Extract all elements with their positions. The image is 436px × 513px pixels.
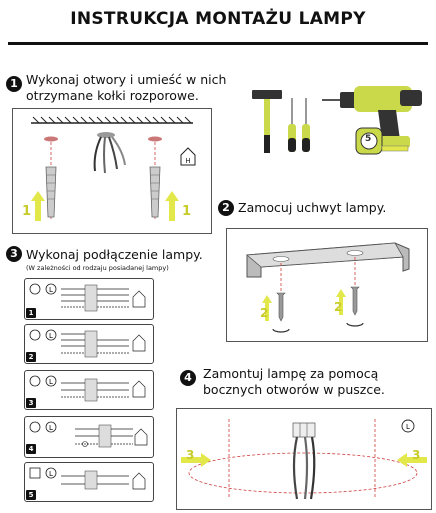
bulb-icon: [402, 420, 414, 432]
wiring-variant-5-number: 5: [26, 490, 36, 500]
wiring-variant-1-number: 1: [26, 308, 36, 318]
svg-text:L: L: [49, 286, 53, 294]
wiring-variant-2: [24, 324, 154, 364]
lamp-mount-diagram: [177, 409, 431, 509]
step-1-text-line2: otrzymane kołki rozporowe.: [26, 88, 199, 103]
wiring-variant-4-number: 4: [26, 444, 36, 454]
step-3-text-line1: Wykonaj podłączenie lampy.: [26, 247, 203, 262]
svg-text:L: L: [49, 470, 53, 478]
wiring-variant-4: [24, 416, 154, 458]
step-1-arrow-label-left: 1: [22, 204, 32, 219]
title-underline: [8, 42, 428, 45]
step-1-text-line1: Wykonaj otwory i umieść w nich: [26, 72, 227, 87]
page-title: INSTRUKCJA MONTAŻU LAMPY: [70, 9, 366, 29]
step-3-number: 3: [6, 246, 22, 262]
step-4-number: 4: [180, 370, 196, 386]
step-2-text-line1: Zamocuj uchwyt lampy.: [238, 200, 387, 215]
tools-illustration: [250, 80, 430, 160]
wiring-variant-3-number: 3: [26, 398, 36, 408]
step-4-arrow-label-left: 3: [186, 448, 195, 462]
svg-text:L: L: [49, 424, 53, 432]
step-4-illustration: [176, 408, 432, 510]
step-2-arrow-label-left: 2: [260, 306, 269, 320]
tape-measure-label: 5: [365, 134, 372, 144]
step-4-text-line1: Zamontuj lampę za pomocą: [203, 366, 379, 381]
step-1-number: 1: [6, 76, 22, 92]
step-4-arrow-label-right: 3: [412, 448, 421, 462]
step-4-text-line2: bocznych otworów w puszce.: [203, 382, 385, 397]
wiring-variant-1: [24, 278, 154, 320]
step-2-illustration: [226, 228, 428, 342]
wiring-variant-2-number: 2: [26, 352, 36, 362]
svg-text:H: H: [185, 157, 191, 165]
svg-text:L: L: [49, 378, 53, 386]
step-1-arrow-label-right: 1: [182, 204, 192, 219]
hammer-icon: [252, 90, 282, 153]
step-2-number: 2: [218, 200, 234, 216]
bracket-diagram: [227, 229, 427, 341]
step-3-note: (W zależności od rodzaju posiadanej lampy): [26, 264, 169, 272]
screwdriver-icon: [288, 98, 310, 152]
svg-text:L: L: [49, 332, 53, 340]
svg-text:L: L: [406, 423, 410, 431]
wiring-variant-5: [24, 462, 154, 502]
step-2-arrow-label-right: 2: [334, 300, 343, 314]
wiring-variant-3: [24, 370, 154, 410]
tools-drawing: [250, 80, 430, 160]
